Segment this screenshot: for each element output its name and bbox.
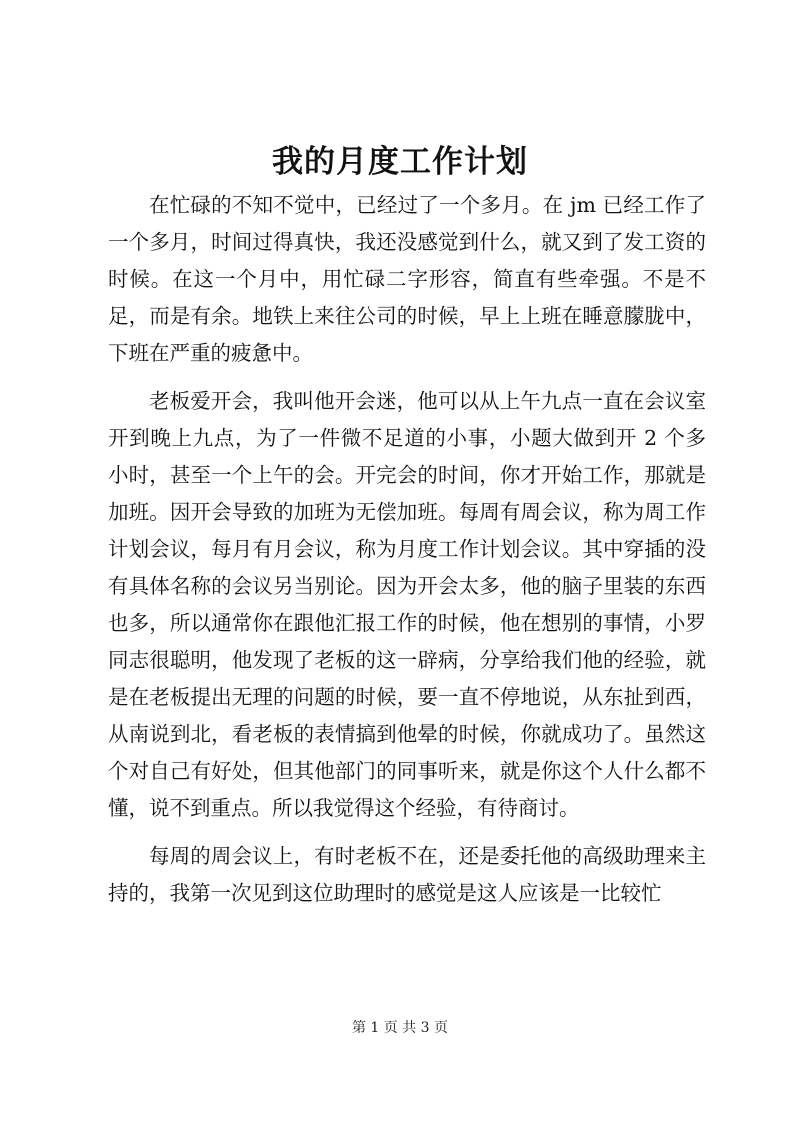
paragraph-1: 在忙碌的不知不觉中，已经过了一个多月。在 jm 已经工作了一个多月，时间过得真快，我还没感觉到什么，就又到了发工资的时候。在这一个月中，用忙碌二字形容，简直有些牵强。不是不足，而是有余。地铁上来往公司的时候，早上上班在睡意朦胧中，下班在严重的疲惫中。 <box>108 193 706 365</box>
paragraph-3: 每周的周会议上，有时老板不在，还是委托他的高级助理来主持的，我第一次见到这位助理时的感觉是这人应该是一比较忙 <box>108 844 706 905</box>
page-footer: 第 1 页 共 3 页 <box>351 1020 449 1036</box>
paragraph-2: 老板爱开会，我叫他开会迷，他可以从上午九点一直在会议室开到晚上九点，为了一件微不足道的小事，小题大做到开 2 个多小时，甚至一个上午的会。开完会的时间，你才开始工作，那就是加班。因开会导致的加班为无偿加班。每周有周会议，称为周工作计划会议，每月有月会议，称为月度工作计划会议。其中穿插的没有具体名称的会议另当别论。因为开会太多，他的脑子里装的东西也多，所以通常你在跟他汇报工作的时候，他在想别的事情，小罗同志很聪明，他发现了老板的这一辟病，分享给我们他的经验，就是在老板提出无理的问题的时候，要一直不停地说，从东扯到西，从南说到北，看老板的表情搞到他晕的时候，你就成功了。虽然这个对自己有好处，但其他部门的同事听来，就是你这个人什么都不懂，说不到重点。所以我觉得这个经验，有待商讨。 <box>108 389 706 820</box>
document-title: 我的月度工作计划 <box>272 144 528 180</box>
document-body <box>108 187 706 923</box>
